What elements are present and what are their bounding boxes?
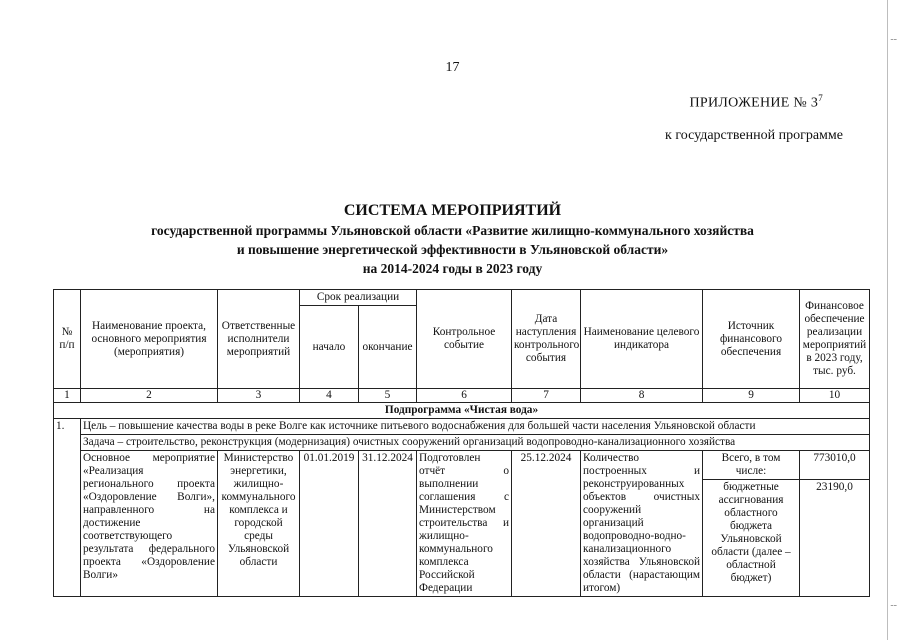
- measure-indicator: Количество построенных и реконструированных объектов очистных сооружений организаций водопроводно-водно-канализационного хозяйства Ульяновской области (нарастающим итогом): [581, 451, 703, 597]
- appendix-subtitle: к государственной программе: [665, 128, 843, 143]
- column-number: 3: [218, 389, 300, 403]
- goal-number: 1.: [54, 419, 81, 597]
- subprogram-title: Подпрограмма «Чистая вода»: [54, 403, 870, 419]
- measure-control-event: Подготовлен отчёт о выполнении соглашения с Министерством строительства и жилищно-коммунального комплекса Российской Федерации: [417, 451, 512, 597]
- column-numbers-row: [54, 389, 870, 403]
- header-end: окончание: [359, 306, 417, 389]
- measure-responsible: Министерство энергетики, жилищно-коммунального комплекса и городской среды Ульяновской области: [218, 451, 300, 597]
- measure-start: 01.01.2019: [300, 451, 359, 597]
- measure-control-date: 25.12.2024: [512, 451, 581, 597]
- header-indicator: Наименование целевого индикатора: [581, 290, 703, 389]
- measures-table: [53, 289, 870, 597]
- measures-table-wrapper: [53, 289, 869, 597]
- right-edge-line: [887, 0, 888, 640]
- header-finance: Финансовое обеспечение реализации мероприятий в 2023 году, тыс. руб.: [800, 290, 870, 389]
- header-period: Срок реализации: [300, 290, 417, 306]
- source-regional: бюджетные ассигнования областного бюджета Ульяновской области (далее – областной бюджет): [711, 481, 791, 584]
- title-main: СИСТЕМА МЕРОПРИЯТИЙ: [343, 202, 562, 219]
- edge-mark-top: ‑‑: [890, 34, 897, 45]
- header-name: Наименование проекта, основного мероприятия (мероприятия): [81, 290, 218, 389]
- header-control-date: Дата наступления контрольного события: [512, 290, 581, 389]
- column-number: 2: [81, 389, 218, 403]
- source-total: Всего, в том числе:: [703, 451, 799, 480]
- task-text: Задача – строительство, реконструкция (модернизация) очистных сооружений организаций водопроводно-канализационного хозяйства: [81, 435, 870, 451]
- measure-finance-cell: [800, 451, 870, 597]
- amount-regional: 23190,0: [816, 481, 853, 493]
- column-number: 6: [417, 389, 512, 403]
- task-row: [54, 435, 870, 451]
- page-number: 17: [445, 60, 460, 75]
- subprogram-row: [54, 403, 870, 419]
- column-number: 1: [54, 389, 81, 403]
- measure-name: Основное мероприятие «Реализация регионального проекта «Оздоровление Волги», направленного на достижение соответствующего результата федерального проекта «Оздоровление Волги»: [81, 451, 218, 597]
- column-number: 7: [512, 389, 581, 403]
- amount-total: 773010,0: [800, 451, 869, 480]
- header-start: начало: [300, 306, 359, 389]
- title-line-3: на 2014-2024 годы в 2023 году: [362, 261, 543, 276]
- column-number: 4: [300, 389, 359, 403]
- title-line-1: государственной программы Ульяновской области «Развитие жилищно-коммунального хозяйства: [151, 223, 754, 238]
- header-source: Источник финансового обеспечения: [703, 290, 800, 389]
- table-row: [54, 451, 870, 597]
- title-line-2: и повышение энергетической эффективности в Ульяновской области»: [236, 242, 669, 257]
- column-number: 5: [359, 389, 417, 403]
- column-number: 8: [581, 389, 703, 403]
- column-number: 9: [703, 389, 800, 403]
- document-title: [0, 201, 905, 278]
- goal-text: Цель – повышение качества воды в реке Волге как источнике питьевого водоснабжения для большей части населения Ульяновской области: [81, 419, 870, 435]
- measure-source-cell: [703, 451, 800, 597]
- measure-end: 31.12.2024: [359, 451, 417, 597]
- column-number: 10: [800, 389, 870, 403]
- edge-mark-bottom: ‑‑: [890, 600, 897, 611]
- appendix-superscript: 7: [818, 93, 823, 103]
- header-control-event: Контрольное событие: [417, 290, 512, 389]
- appendix-label: [689, 93, 823, 112]
- goal-row: [54, 419, 870, 435]
- appendix-text: ПРИЛОЖЕНИЕ № 3: [689, 95, 819, 111]
- header-responsible: Ответственные исполнители мероприятий: [218, 290, 300, 389]
- header-num: № п/п: [54, 290, 81, 389]
